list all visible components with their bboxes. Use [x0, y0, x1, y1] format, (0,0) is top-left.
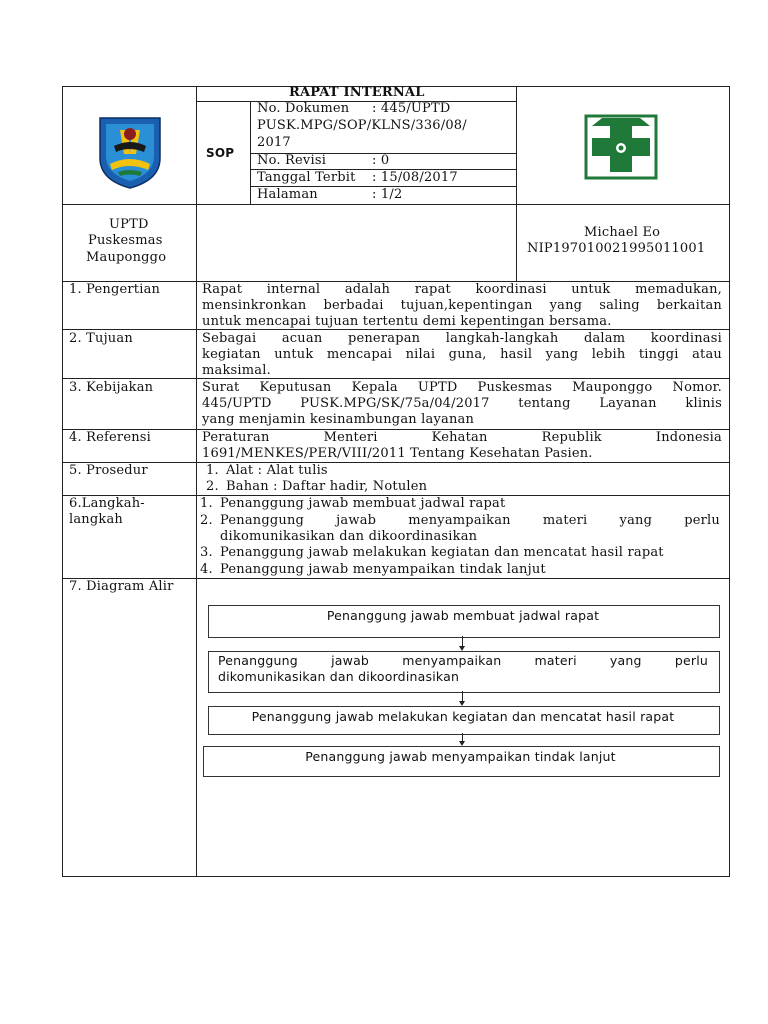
pengertian-line-2: mensinkronkan berbadai tujuan,kepentingan yang saling berkaitan [202, 298, 722, 313]
flow-box-4-text: Penanggung jawab menyampaikan tindak lanjut [305, 749, 616, 764]
flow-box-3-text: Penanggung jawab melakukan kegiatan dan mencatat hasil rapat [251, 709, 675, 724]
row-kebijakan-label: 3. Kebijakan [69, 380, 154, 395]
referensi-line-2: 1691/MENKES/PER/VIII/2011 Tentang Kesehatan Pasien. [202, 446, 593, 461]
regional-emblem-logo [90, 110, 170, 190]
no-revisi-label: No. Revisi [257, 153, 327, 168]
prosedur-item-2: 2. Bahan : Daftar hadir, Notulen [206, 479, 428, 494]
row-pengertian-label: 1. Pengertian [69, 282, 161, 297]
flow-box-2-text-2: dikomunikasikan dan dikoordinasikan [218, 669, 460, 684]
puskesmas-logo [580, 112, 662, 182]
langkah-item-4: 4. Penanggung jawab menyampaikan tindak lanjut [200, 562, 546, 577]
row-langkah-label-1: 6.Langkah- [69, 496, 145, 511]
langkah-item-2: 2. Penanggung jawab menyampaikan materi yang perlu [200, 513, 720, 528]
tujuan-line-2: kegiatan untuk mencapai nilai guna, hasil yang lebih tinggi atau [202, 347, 722, 362]
tanggal-terbit-value: : 15/08/2017 [372, 170, 458, 185]
tujuan-line-1: Sebagai acuan penerapan langkah-langkah dalam koordinasi [202, 331, 722, 346]
no-dokumen-value-line3: 2017 [257, 135, 291, 150]
halaman-value: : 1/2 [372, 187, 403, 202]
sop-label: SOP [206, 146, 235, 160]
no-revisi-value: : 0 [372, 153, 390, 168]
tujuan-line-3: maksimal. [202, 363, 271, 378]
org-line-2: Puskesmas [88, 233, 163, 248]
flow-box-1-text: Penanggung jawab membuat jadwal rapat [326, 608, 600, 623]
langkah-item-3: 3. Penanggung jawab melakukan kegiatan dan mencatat hasil rapat [200, 545, 664, 560]
row-langkah-label-2: langkah [69, 512, 124, 527]
row-diagram-label: 7. Diagram Alir [69, 579, 174, 594]
kebijakan-line-3: yang menjamin kesinambungan layanan [202, 412, 475, 427]
halaman-label: Halaman [257, 187, 318, 202]
no-dokumen-label: No. Dokumen [257, 101, 350, 116]
signer-nip: NIP197010021995011001 [527, 241, 706, 256]
signer-name: Michael Eo [584, 225, 661, 240]
org-line-1: UPTD [109, 217, 149, 232]
no-dokumen-value-line2: PUSK.MPG/SOP/KLNS/336/08/ [257, 118, 467, 133]
tanggal-terbit-label: Tanggal Terbit [257, 170, 356, 185]
prosedur-item-1: 1. Alat : Alat tulis [206, 463, 328, 478]
kebijakan-line-2: 445/UPTD PUSK.MPG/SK/75a/04/2017 tentang Layanan klinis [202, 396, 722, 411]
kebijakan-line-1: Surat Keputusan Kepala UPTD Puskesmas Mauponggo Nomor. [202, 380, 722, 395]
flow-box-2-text-1: Penanggung jawab menyampaikan materi yang perlu [218, 653, 708, 668]
org-line-3: Mauponggo [86, 250, 167, 265]
langkah-item-1: 1. Penanggung jawab membuat jadwal rapat [200, 496, 506, 511]
langkah-item-2-cont: dikomunikasikan dan dikoordinasikan [220, 529, 478, 544]
pengertian-line-1: Rapat internal adalah rapat koordinasi untuk memadukan, [202, 282, 722, 297]
document-title: RAPAT INTERNAL [289, 85, 425, 100]
no-dokumen-value: : 445/UPTD [372, 101, 451, 116]
pengertian-line-3: untuk mencapai tujuan tertentu demi kepentingan bersama. [202, 314, 612, 329]
referensi-line-1: Peraturan Menteri Kehatan Republik Indonesia [202, 430, 722, 445]
row-referensi-label: 4. Referensi [69, 430, 152, 445]
row-tujuan-label: 2. Tujuan [69, 331, 133, 346]
row-prosedur-label: 5. Prosedur [69, 463, 148, 478]
